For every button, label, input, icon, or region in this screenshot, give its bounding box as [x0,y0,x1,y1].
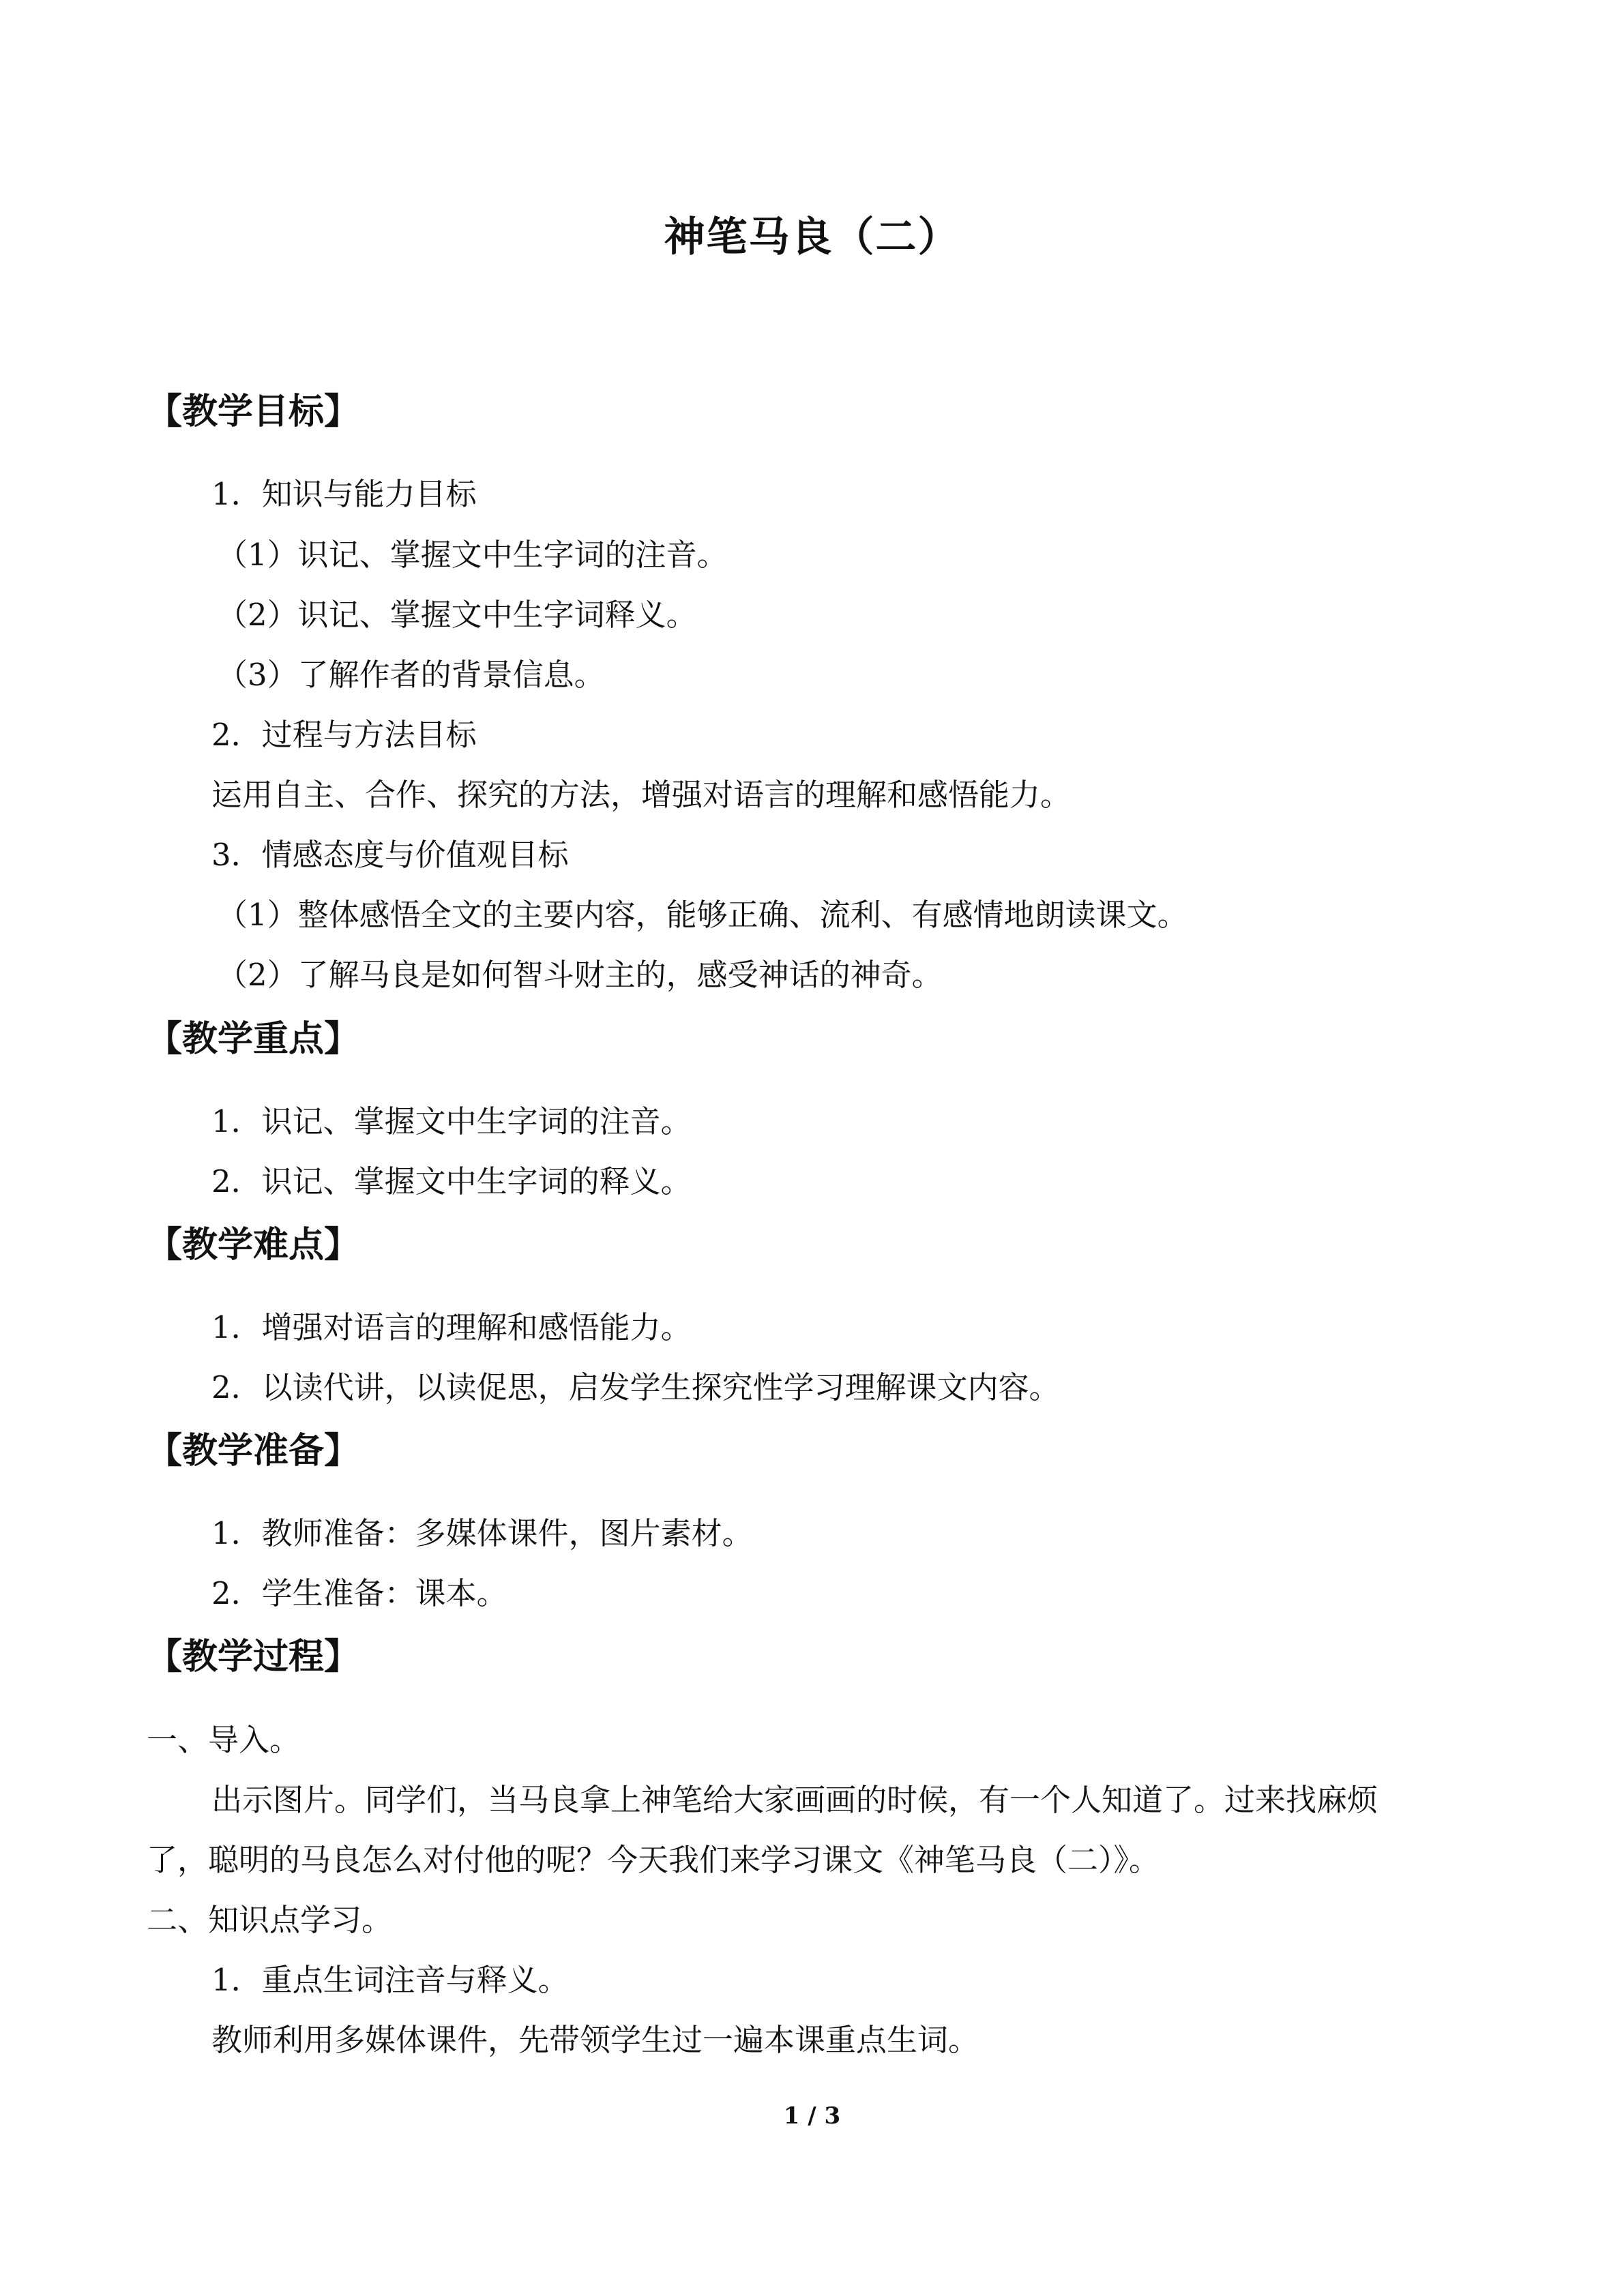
section-heading-key-points: 【教学重点】 [147,1019,360,1060]
goals-line: （1）整体感悟全文的主要内容，能够正确、流利、有感情地朗读课文。 [217,897,1188,933]
page-number: 1 / 3 [783,2102,841,2130]
goals-line: （3）了解作者的背景信息。 [217,657,605,693]
process-line: 一、导入。 [147,1722,301,1758]
process-line: 教师利用多媒体课件，先带领学生过一遍本课重点生词。 [211,2022,979,2058]
preparation-line: 1．教师准备：多媒体课件，图片素材。 [211,1515,753,1551]
difficulties-line: 1．增强对语言的理解和感悟能力。 [211,1309,692,1345]
goals-line: 3．情感态度与价值观目标 [211,837,569,873]
difficulties-line: 2．以读代讲，以读促思，启发学生探究性学习理解课文内容。 [211,1369,1060,1405]
preparation-line: 2．学生准备：课本。 [211,1575,507,1611]
goals-line: 2．过程与方法目标 [211,717,477,753]
document-title: 神笔马良（二） [664,213,960,261]
goals-line: （1）识记、掌握文中生字词的注音。 [217,537,728,573]
goals-line: （2）识记、掌握文中生字词释义。 [217,597,697,633]
key-points-line: 2．识记、掌握文中生字词的释义。 [211,1163,692,1199]
process-line: 出示图片。同学们，当马良拿上神笔给大家画画的时候，有一个人知道了。过来找麻烦 [211,1782,1378,1818]
section-heading-preparation: 【教学准备】 [147,1431,360,1472]
goals-line: （2）了解马良是如何智斗财主的，感受神话的神奇。 [217,957,943,993]
section-heading-goals: 【教学目标】 [147,391,360,432]
goals-line: 1．知识与能力目标 [211,476,477,512]
key-points-line: 1．识记、掌握文中生字词的注音。 [211,1103,692,1139]
process-line: 了，聪明的马良怎么对付他的呢？今天我们来学习课文《神笔马良（二）》。 [147,1842,1160,1878]
process-line: 二、知识点学习。 [147,1902,393,1938]
section-heading-process: 【教学过程】 [147,1637,360,1678]
process-line: 1．重点生词注音与释义。 [211,1962,569,1998]
section-heading-difficulties: 【教学难点】 [147,1225,360,1266]
goals-line: 运用自主、合作、探究的方法，增强对语言的理解和感悟能力。 [211,777,1072,813]
